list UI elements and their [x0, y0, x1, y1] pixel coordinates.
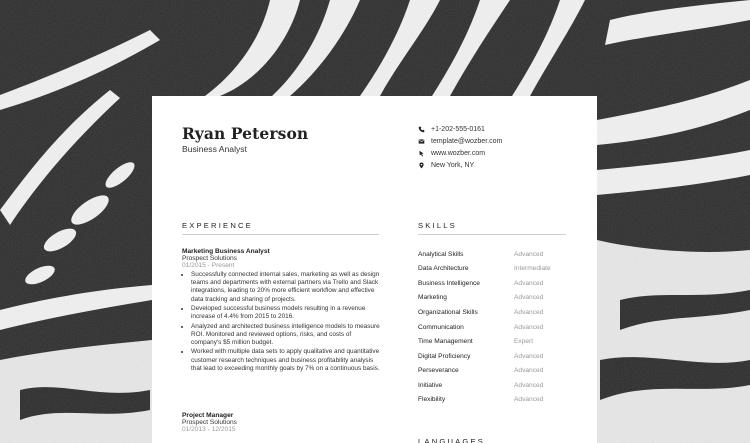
- skill-item: [418, 334, 568, 349]
- skill-item: [418, 291, 568, 306]
- contact-phone: [418, 124, 502, 136]
- contact-email-text: template@wozber.com: [431, 138, 503, 146]
- skills-divider: [418, 234, 566, 235]
- resume-page: [152, 96, 597, 443]
- resume-name: Ryan Peterson: [182, 124, 309, 143]
- job-bullet: • Analyzed and architected business intelligence models to measure ROI. Monitored and reviewed options, risks, and costs of company's $5 million budget.: [191, 323, 382, 348]
- contact-location: [418, 159, 502, 171]
- contact-list: [418, 124, 502, 171]
- skill-name: Time Management: [418, 338, 473, 346]
- skill-name: Initiative: [418, 381, 443, 389]
- skill-level: Advanced: [514, 323, 544, 331]
- experience-heading: EXPERIENCE: [182, 221, 253, 230]
- contact-website-text: www.wozber.com: [431, 149, 486, 157]
- skill-item: [418, 262, 568, 277]
- skill-item: [418, 392, 568, 407]
- job-bullet: • Worked with multiple data sets to apply qualitative and quantitative customer research techniques and business profitability analysis that lead to exceeding monthly goals by 7% on a continuous basis.: [191, 348, 382, 373]
- job-bullet: • Successfully connected internal sales, marketing as well as design teams and departments with external partners via Trello and Slack integrations, leading to 20% more efficient workflow and effective data tracking and sharing of projects.: [191, 271, 382, 304]
- job-dates: 01/2013 - 12/2015: [182, 426, 236, 433]
- skill-level: Advanced: [514, 308, 544, 316]
- resume-job-title: Business Analyst: [182, 144, 247, 154]
- contact-website: [418, 148, 502, 160]
- contact-phone-text: +1-202-555-0161: [431, 126, 485, 134]
- skill-item: [418, 247, 568, 262]
- skill-level: Advanced: [514, 352, 544, 360]
- skill-name: Business Intelligence: [418, 279, 480, 287]
- skill-name: Digital Proficiency: [418, 352, 471, 360]
- skill-item: [418, 305, 568, 320]
- skill-item: [418, 378, 568, 393]
- skill-level: Advanced: [514, 250, 544, 258]
- job-entry: [182, 248, 382, 374]
- skill-item: [418, 363, 568, 378]
- skill-name: Flexibility: [418, 396, 446, 404]
- job-title: Marketing Business Analyst: [182, 248, 270, 255]
- skill-item: [418, 320, 568, 335]
- location-icon: [418, 162, 425, 169]
- skill-name: Data Architecture: [418, 265, 469, 273]
- phone-icon: [418, 126, 425, 133]
- job-entry: [182, 412, 382, 433]
- email-icon: [418, 138, 425, 145]
- skill-item: [418, 276, 568, 291]
- skill-level: Advanced: [514, 294, 544, 302]
- skill-name: Perseverance: [418, 367, 459, 375]
- job-bullet: • Developed successful business models resulting in a revenue increase of 4.4% from 2015 to 2016.: [191, 305, 382, 321]
- skill-name: Organizational Skills: [418, 308, 478, 316]
- job-company: Prospect Solutions: [182, 255, 237, 262]
- link-icon: [418, 150, 425, 157]
- skill-level: Intermediate: [514, 265, 551, 273]
- contact-location-text: New York, NY: [431, 161, 475, 169]
- skill-name: Marketing: [418, 294, 447, 302]
- skills-list: [418, 247, 568, 407]
- skill-level: Advanced: [514, 396, 544, 404]
- skill-name: Communication: [418, 323, 464, 331]
- skill-level: Expert: [514, 338, 534, 346]
- job-company: Prospect Solutions: [182, 419, 237, 426]
- job-bullets: [182, 271, 382, 373]
- experience-divider: [182, 234, 379, 235]
- contact-email: [418, 136, 502, 148]
- skill-level: Advanced: [514, 367, 544, 375]
- languages-heading: LANGUAGES: [418, 437, 486, 443]
- skill-item: [418, 349, 568, 364]
- job-dates: 01/2015 - Present: [182, 262, 235, 269]
- skills-heading: SKILLS: [418, 221, 457, 230]
- skill-level: Advanced: [514, 381, 544, 389]
- job-title: Project Manager: [182, 412, 234, 419]
- skill-name: Analytical Skills: [418, 250, 464, 258]
- skill-level: Advanced: [514, 279, 544, 287]
